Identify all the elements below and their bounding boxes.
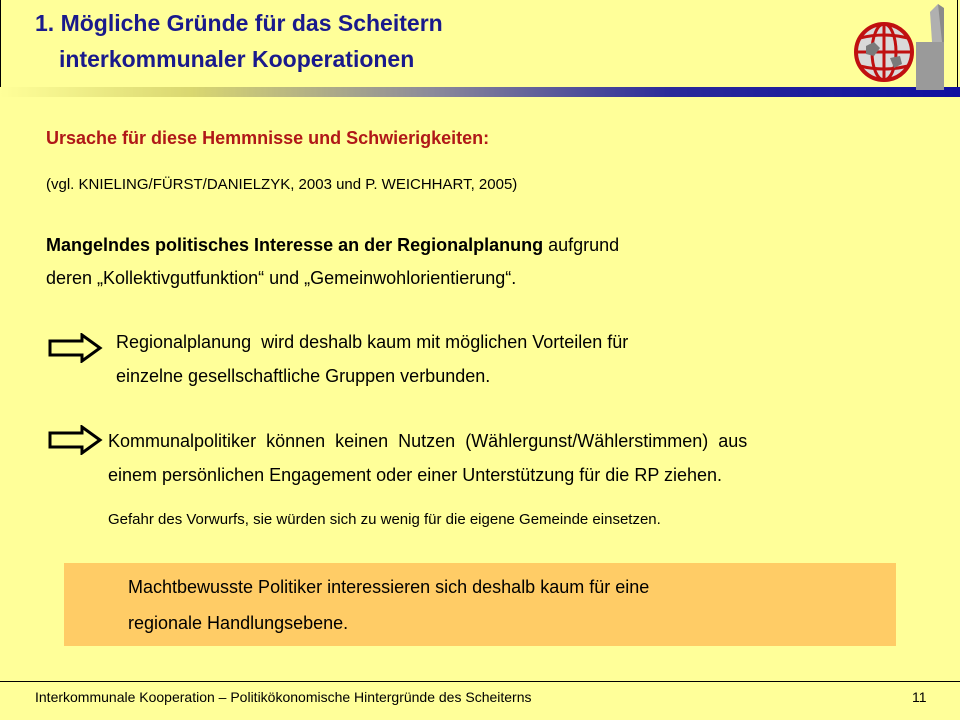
bullet-point-2-line1: Kommunalpolitiker können keinen Nutzen (Wählergunst/Wählerstimmen) aus bbox=[108, 431, 748, 451]
slide-title-line1: 1. Mögliche Gründe für das Scheitern bbox=[35, 10, 443, 36]
main-paragraph-line1 bbox=[46, 229, 619, 262]
risk-note: Gefahr des Vorwurfs, sie würden sich zu wenig für die eigene Gemeinde einsetzen. bbox=[108, 511, 661, 528]
bullet-point-1-line2: einzelne gesellschaftliche Gruppen verbunden. bbox=[116, 366, 491, 386]
bullet-point-2-line2: einem persönlichen Engagement oder einer Unterstützung für die RP ziehen. bbox=[108, 465, 723, 485]
bullet-point-1-line1: Regionalplanung wird deshalb kaum mit möglichen Vorteilen für bbox=[116, 332, 629, 352]
title-gradient-bar bbox=[0, 87, 960, 97]
title-box bbox=[0, 0, 958, 88]
conclusion-line1: Machtbewusste Politiker interessieren sich deshalb kaum für eine bbox=[128, 577, 650, 597]
slide-title-line2: interkommunaler Kooperationen bbox=[59, 46, 415, 72]
main-paragraph-bold: Mangelndes politisches Interesse an der Regionalplanung bbox=[46, 235, 544, 255]
right-arrow-icon bbox=[48, 425, 104, 455]
main-paragraph-line2: deren „Kollektivgutfunktion“ und „Gemeinwohlorientierung“. bbox=[46, 268, 517, 288]
page-number: 11 bbox=[912, 689, 927, 705]
conclusion-box bbox=[64, 563, 896, 646]
footer-text: Interkommunale Kooperation – Politikökonomische Hintergründe des Scheiterns bbox=[35, 689, 532, 705]
conclusion-line2: regionale Handlungsebene. bbox=[128, 613, 349, 633]
footer-divider bbox=[0, 681, 960, 682]
bullet-point-1 bbox=[116, 325, 628, 393]
cause-heading: Ursache für diese Hemmnisse und Schwierigkeiten: bbox=[46, 128, 490, 148]
citation-reference: (vgl. KNIELING/FÜRST/DANIELZYK, 2003 und P. WEICHHART, 2005) bbox=[46, 176, 518, 193]
globe-icon bbox=[846, 2, 952, 92]
bullet-point-2 bbox=[108, 424, 747, 492]
main-paragraph bbox=[46, 229, 619, 295]
main-paragraph-rest: aufgrund bbox=[543, 235, 620, 255]
right-arrow-icon bbox=[48, 333, 104, 363]
conclusion-text bbox=[128, 569, 649, 641]
